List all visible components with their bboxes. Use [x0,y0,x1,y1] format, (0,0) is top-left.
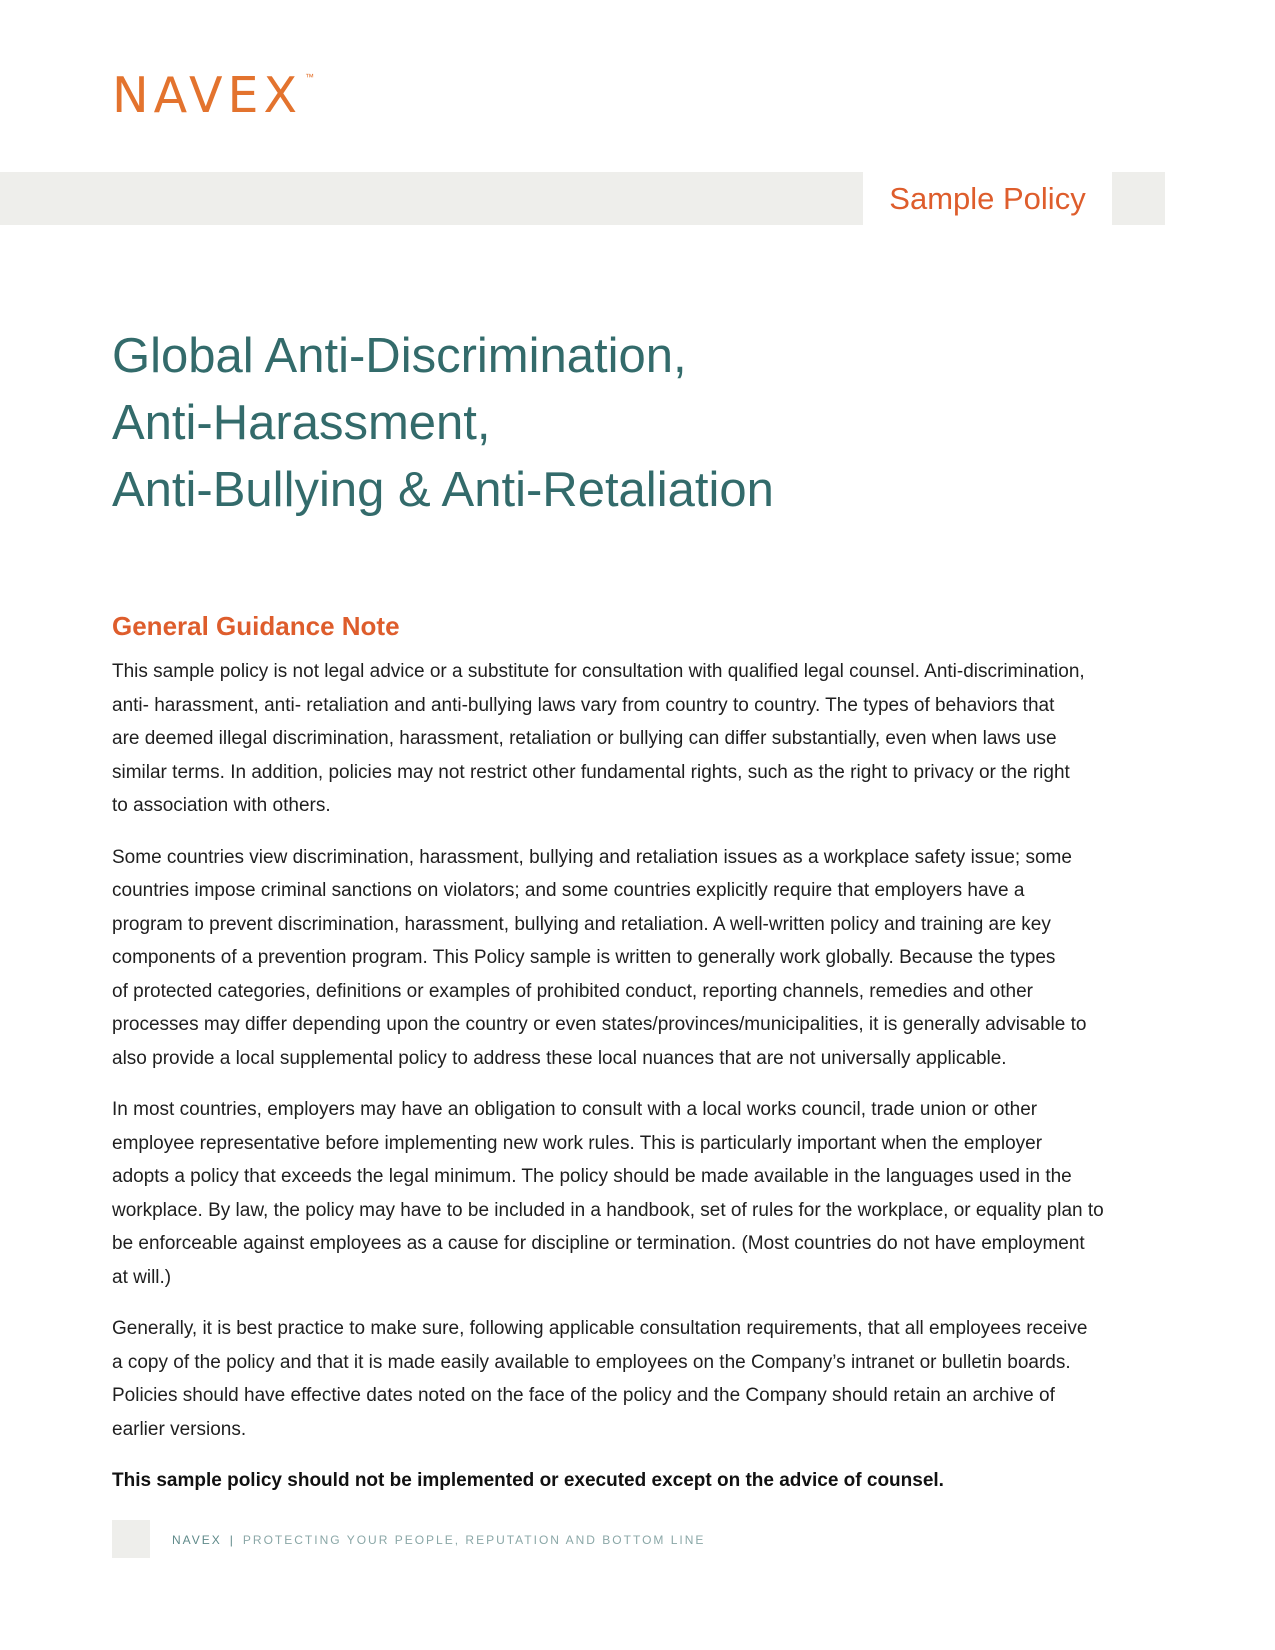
footer-brand: NAVEX [172,1533,222,1547]
paragraph [112,841,1162,1076]
header-band-right [1112,172,1165,225]
logo-trademark: ™ [305,72,314,82]
paragraph-line: components of a prevention program. This Policy sample is written to generally work globally. Because the types [112,947,1056,968]
document-title [112,323,1162,524]
paragraph-line: adopts a policy that exceeds the legal minimum. The policy should be made available in the languages used in the [112,1166,1072,1187]
paragraph-line: earlier versions. [112,1418,247,1440]
paragraph-line: program to prevent discrimination, harassment, bullying and retaliation. A well-written policy and training are key [112,913,1051,935]
paragraph-line: at will.) [112,1266,172,1288]
counsel-advice-note: This sample policy should not be implemented or executed except on the advice of counsel. [112,1470,944,1491]
footer-box [112,1520,150,1558]
title-line: Anti-Harassment, [112,396,491,450]
footer-separator: | [229,1533,235,1547]
footer-tagline [172,1533,705,1547]
paragraph-line: countries impose criminal sanctions on violators; and some countries explicitly require that employers have a [112,880,1025,901]
paragraph-line: Generally, it is best practice to make sure, following applicable consultation requirements, that all employees receive [112,1318,1088,1339]
title-line: Global Anti-Discrimination, [112,329,687,383]
header-band-left [0,172,863,225]
paragraph-line: a copy of the policy and that it is made easily available to employees on the Company’s intranet or bulletin boards. [112,1351,1071,1373]
paragraph-line: similar terms. In addition, policies may not restrict other fundamental rights, such as the right to privacy or the right [112,761,1070,783]
paragraph [112,1093,1162,1294]
paragraph-line: In most countries, employers may have an obligation to consult with a local works council, trade union or other [112,1099,1038,1120]
paragraph-line: anti- harassment, anti- retaliation and anti-bullying laws vary from country to country. The types of behaviors that [112,694,1055,716]
paragraph-line: employee representative before implementing new work rules. This is particularly important when the employer [112,1132,1043,1154]
paragraph-line: Some countries view discrimination, harassment, bullying and retaliation issues as a workplace safety issue; some [112,846,1072,868]
paragraph-line: also provide a local supplemental policy to address these local nuances that are not universally applicable. [112,1047,1007,1069]
paragraph-line: processes may differ depending upon the country or even states/provinces/municipalities, it is generally advisable to [112,1014,1087,1035]
paragraph-line: This sample policy is not legal advice or a substitute for consultation with qualified legal counsel. Anti-discrimination, [112,661,1085,682]
paragraph [112,655,1162,823]
paragraph-line: be enforceable against employees as a cause for discipline or termination. (Most countries do not have employment [112,1233,1085,1254]
paragraph-line: are deemed illegal discrimination, harassment, retaliation or bullying can differ substantially, even when laws use [112,728,1057,749]
paragraph [112,1312,1162,1446]
paragraph-line: workplace. By law, the policy may have to be included in a handbook, set of rules for the workplace, or equality plan to [112,1199,1104,1221]
sample-policy-label: Sample Policy [889,181,1086,216]
paragraph-line: to association with others. [112,795,331,816]
paragraph-line: Policies should have effective dates noted on the face of the policy and the Company should retain an archive of [112,1385,1055,1406]
paragraph-line: of protected categories, definitions or examples of prohibited conduct, reporting channels, remedies and other [112,980,1033,1002]
title-line: Anti-Bullying & Anti-Retaliation [112,463,774,517]
guidance-body [112,655,1162,1497]
section-heading: General Guidance Note [112,611,400,641]
navex-logo [112,67,314,124]
footer-tagline-text: PROTECTING YOUR PEOPLE, REPUTATION AND BOTTOM LINE [242,1533,706,1547]
logo-wordmark: NAVEX [112,67,303,124]
